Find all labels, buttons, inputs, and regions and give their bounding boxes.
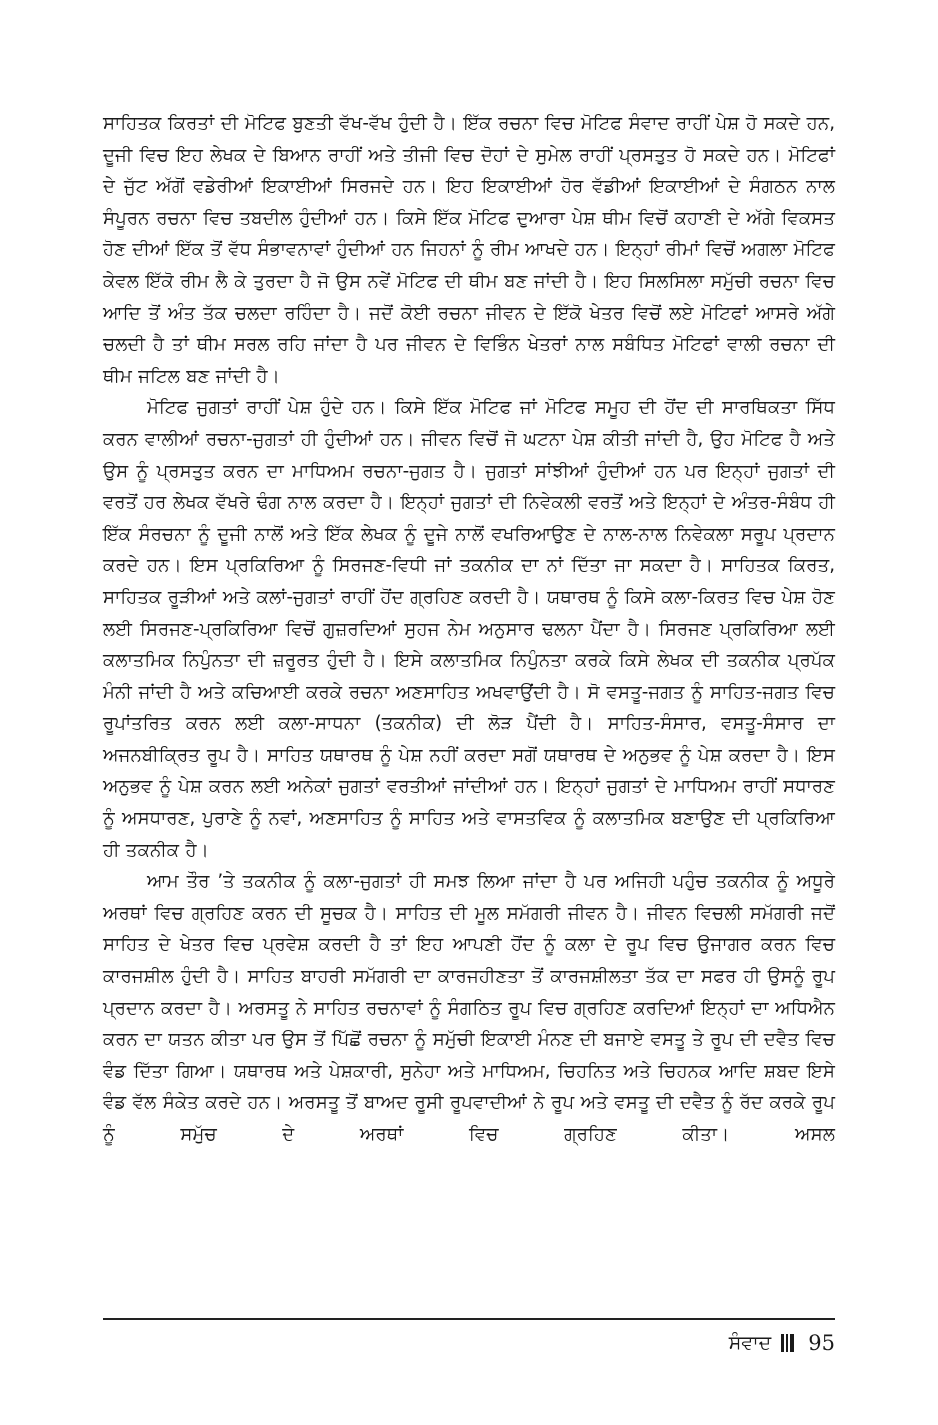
paragraph-3: ਆਮ ਤੌਰ ’ਤੇ ਤਕਨੀਕ ਨੂੰ ਕਲਾ-ਜੁਗਤਾਂ ਹੀ ਸਮਝ ਲਿਆ ਜਾਂਦਾ ਹੈ ਪਰ ਅਜਿਹੀ ਪਹੁੰਚ ਤਕਨੀਕ ਨੂੰ ਅਧੂਰੇ ਅਰਥਾਂ ਵਿਚ ਗ੍ਰਹਿਣ ਕਰਨ ਦੀ ਸੂਚਕ ਹੈ। ਸਾਹਿਤ ਦੀ ਮੂਲ ਸਮੱਗਰੀ ਜੀਵਨ ਹੈ। ਜੀਵਨ ਵਿਚਲੀ ਸਮੱਗਰੀ ਜਦੋਂ ਸਾਹਿਤ ਦੇ ਖੇਤਰ ਵਿਚ ਪ੍ਰਵੇਸ਼ ਕਰਦੀ ਹੈ ਤਾਂ ਇਹ ਆਪਣੀ ਹੋਂਦ ਨੂੰ ਕਲਾ ਦੇ ਰੂਪ ਵਿਚ ਉਜਾਗਰ ਕਰਨ ਵਿਚ ਕਾਰਜਸ਼ੀਲ ਹੁੰਦੀ ਹੈ। ਸਾਹਿਤ ਬਾਹਰੀ ਸਮੱਗਰੀ ਦਾ ਕਾਰਜਹੀਣਤਾ ਤੋਂ ਕਾਰਜਸ਼ੀਲਤਾ ਤੱਕ ਦਾ ਸਫਰ ਹੀ ਉਸਨੂੰ ਰੂਪ ਪ੍ਰਦਾਨ ਕਰਦਾ ਹੈ। ਅਰਸਤੂ ਨੇ ਸਾਹਿਤ ਰਚਨਾਵਾਂ ਨੂੰ ਸੰਗਠਿਤ ਰੂਪ ਵਿਚ ਗ੍ਰਹਿਣ ਕਰਦਿਆਂ ਇਨ੍ਹਾਂ ਦਾ ਅਧਿਐਨ ਕਰਨ ਦਾ ਯਤਨ ਕੀਤਾ ਪਰ ਉਸ ਤੋਂ ਪਿੱਛੋਂ ਰਚਨਾ ਨੂੰ ਸਮੁੱਚੀ ਇਕਾਈ ਮੰਨਣ ਦੀ ਬਜਾਏ ਵਸਤੂ ਤੇ ਰੂਪ ਦੀ ਦਵੈਤ ਵਿਚ ਵੰਡ ਦਿੱਤਾ ਗਿਆ। ਯਥਾਰਥ ਅਤੇ ਪੇਸ਼ਕਾਰੀ, ਸੁਨੇਹਾ ਅਤੇ ਮਾਧਿਅਮ, ਚਿਹਨਿਤ ਅਤੇ ਚਿਹਨਕ ਆਦਿ ਸ਼ਬਦ ਇਸੇ ਵੰਡ ਵੱਲ ਸੰਕੇਤ ਕਰਦੇ ਹਨ। ਅਰਸਤੂ ਤੋਂ ਬਾਅਦ ਰੂਸੀ ਰੂਪਵਾਦੀਆਂ ਨੇ ਰੂਪ ਅਤੇ ਵਸਤੂ ਦੀ ਦਵੈਤ ਨੂੰ ਰੱਦ ਕਰਕੇ ਰੂਪ ਨੂੰ ਸਮੁੱਚ ਦੇ ਅਰਥਾਂ ਵਿਚ ਗ੍ਰਹਿਣ ਕੀਤਾ। ਅਸਲ [103, 871, 835, 1145]
bars-ornament-icon [781, 1334, 794, 1352]
footer-rule [103, 1318, 835, 1320]
running-title: ਸੰਵਾਦ [728, 1332, 772, 1354]
page-number: 95 [808, 1331, 835, 1355]
page-body [103, 108, 835, 1151]
paragraph-2: ਮੋਟਿਫ ਜੁਗਤਾਂ ਰਾਹੀਂ ਪੇਸ਼ ਹੁੰਦੇ ਹਨ। ਕਿਸੇ ਇੱਕ ਮੋਟਿਫ ਜਾਂ ਮੋਟਿਫ ਸਮੂਹ ਦੀ ਹੋਂਦ ਦੀ ਸਾਰਥਿਕਤਾ ਸਿੱਧ ਕਰਨ ਵਾਲੀਆਂ ਰਚਨਾ-ਜੁਗਤਾਂ ਹੀ ਹੁੰਦੀਆਂ ਹਨ। ਜੀਵਨ ਵਿਚੋਂ ਜੋ ਘਟਨਾ ਪੇਸ਼ ਕੀਤੀ ਜਾਂਦੀ ਹੈ, ਉਹ ਮੋਟਿਫ ਹੈ ਅਤੇ ਉਸ ਨੂੰ ਪ੍ਰਸਤੁਤ ਕਰਨ ਦਾ ਮਾਧਿਅਮ ਰਚਨਾ-ਜੁਗਤ ਹੈ। ਜੁਗਤਾਂ ਸਾਂਝੀਆਂ ਹੁੰਦੀਆਂ ਹਨ ਪਰ ਇਨ੍ਹਾਂ ਜੁਗਤਾਂ ਦੀ ਵਰਤੋਂ ਹਰ ਲੇਖਕ ਵੱਖਰੇ ਢੰਗ ਨਾਲ ਕਰਦਾ ਹੈ। ਇਨ੍ਹਾਂ ਜੁਗਤਾਂ ਦੀ ਨਿਵੇਕਲੀ ਵਰਤੋਂ ਅਤੇ ਇਨ੍ਹਾਂ ਦੇ ਅੰਤਰ-ਸੰਬੰਧ ਹੀ ਇੱਕ ਸੰਰਚਨਾ ਨੂੰ ਦੂਜੀ ਨਾਲੋਂ ਅਤੇ ਇੱਕ ਲੇਖਕ ਨੂੰ ਦੂਜੇ ਨਾਲੋਂ ਵਖਰਿਆਉਣ ਦੇ ਨਾਲ-ਨਾਲ ਨਿਵੇਕਲਾ ਸਰੂਪ ਪ੍ਰਦਾਨ ਕਰਦੇ ਹਨ। ਇਸ ਪ੍ਰਕਿਰਿਆ ਨੂੰ ਸਿਰਜਣ-ਵਿਧੀ ਜਾਂ ਤਕਨੀਕ ਦਾ ਨਾਂ ਦਿੱਤਾ ਜਾ ਸਕਦਾ ਹੈ। ਸਾਹਿਤਕ ਕਿਰਤ, ਸਾਹਿਤਕ ਰੂੜੀਆਂ ਅਤੇ ਕਲਾਂ-ਜੁਗਤਾਂ ਰਾਹੀਂ ਹੋਂਦ ਗ੍ਰਹਿਣ ਕਰਦੀ ਹੈ। ਯਥਾਰਥ ਨੂੰ ਕਿਸੇ ਕਲਾ-ਕਿਰਤ ਵਿਚ ਪੇਸ਼ ਹੋਣ ਲਈ ਸਿਰਜਣ-ਪ੍ਰਕਿਰਿਆ ਵਿਚੋਂ ਗੁਜ਼ਰਦਿਆਂ ਸੁਹਜ ਨੇਮ ਅਨੁਸਾਰ ਢਲਨਾ ਪੈਂਦਾ ਹੈ। ਸਿਰਜਣ ਪ੍ਰਕਿਰਿਆ ਲਈ ਕਲਾਤਮਿਕ ਨਿਪੁੰਨਤਾ ਦੀ ਜ਼ਰੂਰਤ ਹੁੰਦੀ ਹੈ। ਇਸੇ ਕਲਾਤਮਿਕ ਨਿਪੁੰਨਤਾ ਕਰਕੇ ਕਿਸੇ ਲੇਖਕ ਦੀ ਤਕਨੀਕ ਪ੍ਰਪੱਕ ਮੰਨੀ ਜਾਂਦੀ ਹੈ ਅਤੇ ਕਚਿਆਈ ਕਰਕੇ ਰਚਨਾ ਅਣਸਾਹਿਤ ਅਖਵਾਉਂਦੀ ਹੈ। ਸੋ ਵਸਤੂ-ਜਗਤ ਨੂੰ ਸਾਹਿਤ-ਜਗਤ ਵਿਚ ਰੂਪਾਂਤਰਿਤ ਕਰਨ ਲਈ ਕਲਾ-ਸਾਧਨਾ (ਤਕਨੀਕ) ਦੀ ਲੋੜ ਪੈਂਦੀ ਹੈ। ਸਾਹਿਤ-ਸੰਸਾਰ, ਵਸਤੂ-ਸੰਸਾਰ ਦਾ ਅਜਨਬੀਕ੍ਰਿਤ ਰੂਪ ਹੈ। ਸਾਹਿਤ ਯਥਾਰਥ ਨੂੰ ਪੇਸ਼ ਨਹੀਂ ਕਰਦਾ ਸਗੋਂ ਯਥਾਰਥ ਦੇ ਅਨੁਭਵ ਨੂੰ ਪੇਸ਼ ਕਰਦਾ ਹੈ। ਇਸ ਅਨੁਭਵ ਨੂੰ ਪੇਸ਼ ਕਰਨ ਲਈ ਅਨੇਕਾਂ ਜੁਗਤਾਂ ਵਰਤੀਆਂ ਜਾਂਦੀਆਂ ਹਨ। ਇਨ੍ਹਾਂ ਜੁਗਤਾਂ ਦੇ ਮਾਧਿਅਮ ਰਾਹੀਂ ਸਧਾਰਣ ਨੂੰ ਅਸਧਾਰਣ, ਪੁਰਾਣੇ ਨੂੰ ਨਵਾਂ, ਅਣਸਾਹਿਤ ਨੂੰ ਸਾਹਿਤ ਅਤੇ ਵਾਸਤਵਿਕ ਨੂੰ ਕਲਾਤਮਿਕ ਬਣਾਉਣ ਦੀ ਪ੍ਰਕਿਰਿਆ ਹੀ ਤਕਨੀਕ ਹੈ। [103, 397, 835, 861]
page-footer [729, 1328, 835, 1358]
paragraph-1: ਸਾਹਿਤਕ ਕਿਰਤਾਂ ਦੀ ਮੋਟਿਫ ਬੁਣਤੀ ਵੱਖ-ਵੱਖ ਹੁੰਦੀ ਹੈ। ਇੱਕ ਰਚਨਾ ਵਿਚ ਮੋਟਿਫ ਸੰਵਾਦ ਰਾਹੀਂ ਪੇਸ਼ ਹੋ ਸਕਦੇ ਹਨ, ਦੂਜੀ ਵਿਚ ਇਹ ਲੇਖਕ ਦੇ ਬਿਆਨ ਰਾਹੀਂ ਅਤੇ ਤੀਜੀ ਵਿਚ ਦੋਹਾਂ ਦੇ ਸੁਮੇਲ ਰਾਹੀਂ ਪ੍ਰਸਤੁਤ ਹੋ ਸਕਦੇ ਹਨ। ਮੋਟਿਫਾਂ ਦੇ ਜੁੱਟ ਅੱਗੋਂ ਵਡੇਰੀਆਂ ਇਕਾਈਆਂ ਸਿਰਜਦੇ ਹਨ। ਇਹ ਇਕਾਈਆਂ ਹੋਰ ਵੱਡੀਆਂ ਇਕਾਈਆਂ ਦੇ ਸੰਗਠਨ ਨਾਲ ਸੰਪੂਰਨ ਰਚਨਾ ਵਿਚ ਤਬਦੀਲ ਹੁੰਦੀਆਂ ਹਨ। ਕਿਸੇ ਇੱਕ ਮੋਟਿਫ ਦੁਆਰਾ ਪੇਸ਼ ਥੀਮ ਵਿਚੋਂ ਕਹਾਣੀ ਦੇ ਅੱਗੇ ਵਿਕਸਤ ਹੋਣ ਦੀਆਂ ਇੱਕ ਤੋਂ ਵੱਧ ਸੰਭਾਵਨਾਵਾਂ ਹੁੰਦੀਆਂ ਹਨ ਜਿਹਨਾਂ ਨੂੰ ਰੀਮ ਆਖਦੇ ਹਨ। ਇਨ੍ਹਾਂ ਰੀਮਾਂ ਵਿਚੋਂ ਅਗਲਾ ਮੋਟਿਫ ਕੇਵਲ ਇੱਕੋ ਰੀਮ ਲੈ ਕੇ ਤੁਰਦਾ ਹੈ ਜੋ ਉਸ ਨਵੇਂ ਮੋਟਿਫ ਦੀ ਥੀਮ ਬਣ ਜਾਂਦੀ ਹੈ। ਇਹ ਸਿਲਸਿਲਾ ਸਮੁੱਚੀ ਰਚਨਾ ਵਿਚ ਆਦਿ ਤੋਂ ਅੰਤ ਤੱਕ ਚਲਦਾ ਰਹਿੰਦਾ ਹੈ। ਜਦੋਂ ਕੋਈ ਰਚਨਾ ਜੀਵਨ ਦੇ ਇੱਕੋ ਖੇਤਰ ਵਿਚੋਂ ਲਏ ਮੋਟਿਫਾਂ ਆਸਰੇ ਅੱਗੇ ਚਲਦੀ ਹੈ ਤਾਂ ਥੀਮ ਸਰਲ ਰਹਿ ਜਾਂਦਾ ਹੈ ਪਰ ਜੀਵਨ ਦੇ ਵਿਭਿੰਨ ਖੇਤਰਾਂ ਨਾਲ ਸਬੰਧਿਤ ਮੋਟਿਫਾਂ ਵਾਲੀ ਰਚਨਾ ਦੀ ਥੀਮ ਜਟਿਲ ਬਣ ਜਾਂਦੀ ਹੈ। [103, 113, 835, 387]
